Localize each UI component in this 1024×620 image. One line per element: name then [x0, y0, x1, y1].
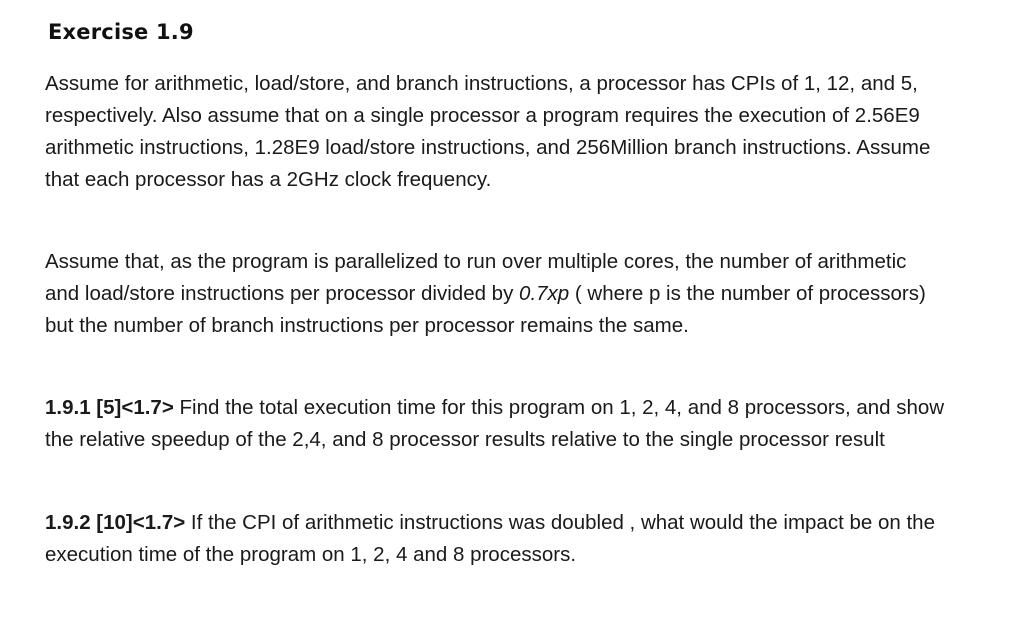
- exercise-heading: Exercise 1.9: [48, 20, 194, 44]
- question-text: If the CPI of arithmetic instructions was doubled , what would the impact be on the execution time of the program on 1, 2, 4 and 8 processors.: [45, 511, 935, 566]
- question-label: 1.9.2 [10]<1.7>: [45, 511, 186, 534]
- paragraph-2-text-after: ( where p is the number of processors) but the number of branch instructions per processor remains the same.: [45, 282, 926, 337]
- problem-paragraph-2: [45, 246, 945, 342]
- parallel-formula: 0.7xp: [519, 282, 570, 305]
- problem-paragraph-1: Assume for arithmetic, load/store, and branch instructions, a processor has CPIs of 1, 12, and 5, respectively. Also assume that on a single processor a program requires the execution of 2.56E9 arithmetic instructions, 1.28E9 load/store instructions, and 256Million branch instructions. Assume that each processor has a 2GHz clock frequency.: [45, 72, 931, 191]
- question-label: 1.9.1 [5]<1.7>: [45, 396, 174, 419]
- question-text: Find the total execution time for this program on 1, 2, 4, and 8 processors, and show the relative speedup of the 2,4, and 8 processor results relative to the single processor result: [45, 396, 945, 451]
- paragraph-2-text-before: Assume that, as the program is parallelized to run over multiple cores, the number of arithmetic and load/store instructions per processor divided by: [45, 250, 907, 305]
- question-1-9-2: [45, 507, 945, 571]
- question-1-9-1: [45, 392, 945, 456]
